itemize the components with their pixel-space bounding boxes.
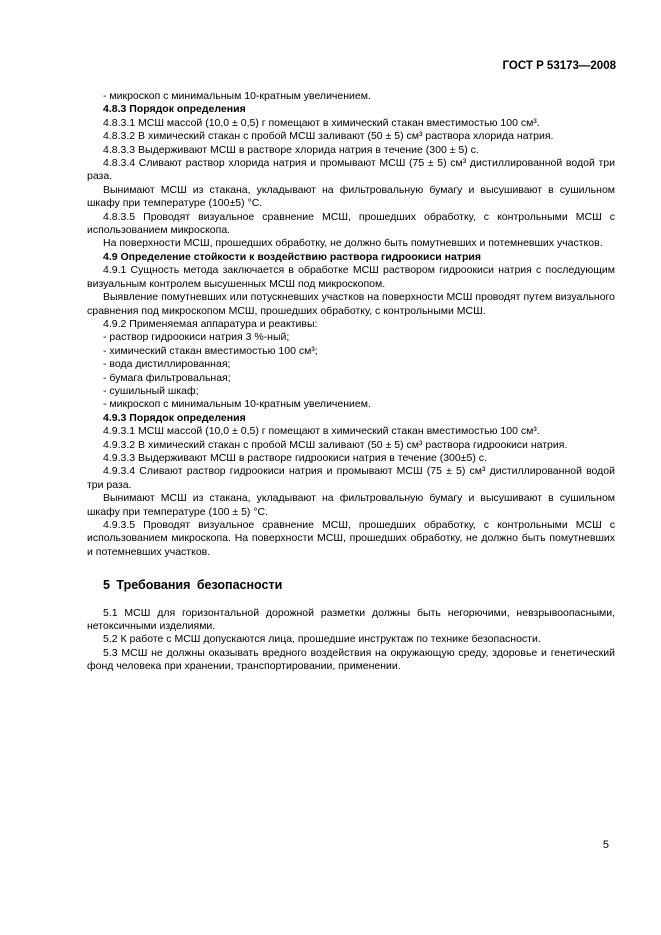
list-item: - сушильный шкаф; <box>103 384 199 397</box>
paragraph: 4.8.3.3 Выдерживают МСШ в растворе хлорида натрия в течение (300 ± 5) с. <box>103 143 479 156</box>
paragraph: - микроскоп с минимальным 10-кратным увеличением. <box>103 90 371 102</box>
subsection-heading: 4.8.3 Порядок определения <box>103 103 246 116</box>
list-item: - вода дистиллированная; <box>103 358 231 371</box>
paragraph: 4.9.3.1 МСШ массой (10,0 ± 0,5) г помещают в химический стакан вместимостью 100 см³. <box>103 425 540 438</box>
paragraph: Вынимают МСШ из стакана, укладывают на фильтровальную бумагу и высушивают в сушильном шкафу при температуре (100±5) °С. <box>87 183 615 210</box>
paragraph: 4.9.2 Применяемая аппаратура и реактивы: <box>103 317 318 330</box>
paragraph: 5.3 МСШ не должны оказывать вредного воздействия на окружающую среду, здоровье и генетический фонд человека при хранении, транспортировании, применении. <box>87 646 615 673</box>
paragraph: 4.9.3.2 В химический стакан с пробой МСШ заливают (50 ± 5) см³ раствора гидроокиси натрия. <box>103 438 568 451</box>
page-number: 5 <box>602 839 609 851</box>
paragraph: 5.1 МСШ для горизонтальной дорожной разметки должны быть негорючими, невзрывоопасными, нетоксичными изделиями. <box>87 606 615 633</box>
list-item: - раствор гидроокиси натрия 3 %-ный; <box>103 331 290 344</box>
document-header: ГОСТ Р 53173—2008 <box>502 60 616 72</box>
document-body <box>87 90 615 674</box>
paragraph: 4.9.3.4 Сливают раствор гидроокиси натрия и промывают МСШ (75 ± 5) см³ дистиллированной водой три раза. <box>87 465 615 491</box>
paragraph: 5.2 К работе с МСШ допускаются лица, прошедшие инструктаж по технике безопасности. <box>103 633 541 646</box>
list-item: - химический стакан вместимостью 100 см³; <box>103 344 318 357</box>
paragraph: 4.9.3.5 Проводят визуальное сравнение МСШ, прошедших обработку, с контрольными МСШ с использованием микроскопа. На поверхности МСШ, прошедших обработку, не должно быть помутневших и потемневших участков. <box>87 519 615 558</box>
subsection-heading: 4.9 Определение стойкости к воздействию раствора гидроокиси натрия <box>103 250 481 263</box>
paragraph: На поверхности МСШ, прошедших обработку, не должно быть помутневших и потемневших участков. <box>103 237 603 250</box>
list-item: - бумага фильтровальная; <box>103 371 231 384</box>
list-item: - микроскоп с минимальным 10-кратным увеличением. <box>103 398 371 411</box>
paragraph: 4.8.3.2 В химический стакан с пробой МСШ заливают (50 ± 5) см³ раствора хлорида натрия. <box>103 130 554 143</box>
subsection-heading: 4.9.3 Порядок определения <box>103 411 246 424</box>
section-heading: 5 Требования безопасности <box>103 578 283 593</box>
paragraph: 4.9.3.3 Выдерживают МСШ в растворе гидроокиси натрия в течение (300±5) с. <box>103 451 487 464</box>
paragraph: 4.8.3.1 МСШ массой (10,0 ± 0,5) г помещают в химический стакан вместимостью 100 см³. <box>103 116 540 129</box>
paragraph: 4.9.1 Сущность метода заключается в обработке МСШ раствором гидроокиси натрия с последующим визуальным контролем высушенных МСШ под микроскопом. <box>87 264 615 290</box>
paragraph: Вынимают МСШ из стакана, укладывают на фильтровальную бумагу и высушивают в сушильном шкафу при температуре (100 ± 5) °С. <box>87 492 615 518</box>
paragraph: 4.8.3.5 Проводят визуальное сравнение МСШ, прошедших обработку, с контрольными МСШ с использованием микроскопа. <box>87 210 615 237</box>
paragraph: 4.8.3.4 Сливают раствор хлорида натрия и промывают МСШ (75 ± 5) см³ дистиллированной водой три раза. <box>87 157 615 183</box>
paragraph: Выявление помутневших или потускневших участков на поверхности МСШ проводят путем визуального сравнения под микроскопом МСШ, прошедших обработку, с контрольными МСШ. <box>87 291 615 317</box>
